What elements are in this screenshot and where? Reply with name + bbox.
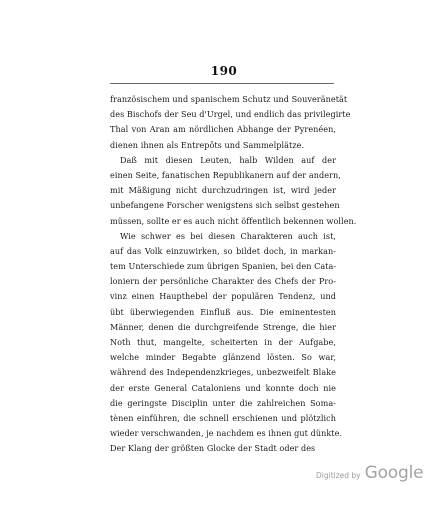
google-logo: Google xyxy=(364,463,424,483)
text-line: Wie schwer es bei diesen Charakteren auch ist, xyxy=(120,230,336,241)
text-line: müssen, sollte er es auch nicht öffentlich bekennen wollen. xyxy=(110,215,357,226)
text-line: auf das Volk einzuwirken, so bildet doch, in markan- xyxy=(110,245,336,256)
text-line: die geringste Disciplin unter die zahlreichen Soma- xyxy=(110,397,336,408)
text-line: während des Independenzkrieges, unbezweifelt Blake xyxy=(110,367,336,378)
text-line: loniern der persönliche Charakter des Chefs der Pro- xyxy=(110,276,336,287)
page-number: 190 xyxy=(210,64,238,78)
text-line: Noth thut, mangelte, scheiterten in der Aufgabe, xyxy=(110,337,336,347)
text-line: mit Mäßigung nicht durchzudringen ist, wird jeder xyxy=(110,185,336,196)
text-line: Thal von Aran am nördlichen Abhange der Pyrenéen, xyxy=(110,124,336,135)
header-rule xyxy=(110,83,334,84)
text-line: des Bischofs der Seu d'Urgel, und endlich das privilegirte xyxy=(110,109,351,120)
text-line: der erste General Cataloniens und konnte doch nie xyxy=(110,382,336,393)
body-text xyxy=(110,92,357,457)
text-line: einen Seite, fanatischen Republikanern auf der andern, xyxy=(110,169,341,180)
watermark-prefix: Digitized by xyxy=(316,471,361,480)
text-line: wieder verschwanden, je nachdem es ihnen gut dünkte. xyxy=(110,428,343,439)
text-line: Daß mit diesen Leuten, halb Wilden auf der xyxy=(120,154,336,165)
text-line: tènen einführen, die schnell erschienen und plötzlich xyxy=(110,412,336,423)
text-line: unbefangene Forscher wenigstens sich selbst gestehen xyxy=(110,200,340,211)
text-line: Männer, denen die durchgreifende Strenge, die hier xyxy=(110,321,336,332)
text-line: dienen ihnen als Entrepôts und Sammelplätze. xyxy=(110,139,305,150)
text-line: übt überwiegenden Einfluß aus. Die eminentesten xyxy=(110,306,336,317)
text-line: Der Klang der größten Glocke der Stadt oder des xyxy=(110,443,316,454)
digitized-watermark xyxy=(316,463,423,487)
text-line: welche minder Begabte glänzend lösten. So war, xyxy=(110,352,336,363)
text-line: vinz einen Haupthebel der populären Tendenz, und xyxy=(110,291,336,302)
text-line: tem Unterschiede zum übrigen Spanien, bei den Cata- xyxy=(110,261,337,272)
text-line: französischem und spanischem Schutz und Souveränetät xyxy=(110,94,348,104)
